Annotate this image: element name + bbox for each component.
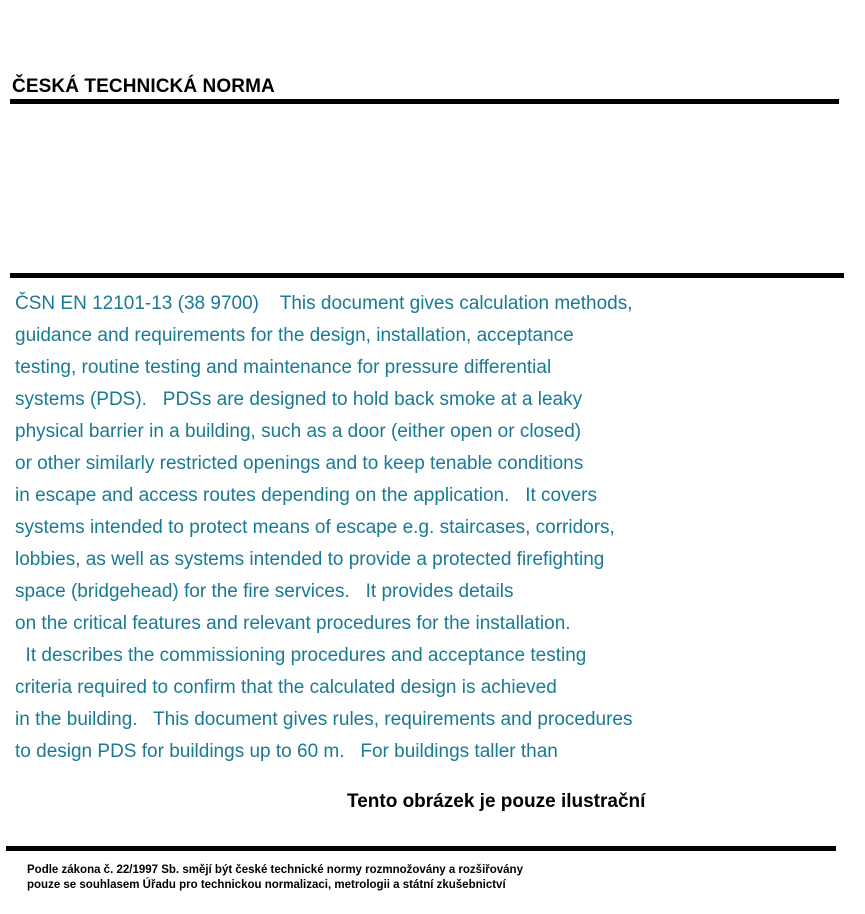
header-divider bbox=[10, 99, 839, 104]
abstract-line: or other similarly restricted openings and to keep tenable conditions bbox=[15, 453, 584, 474]
abstract-line: systems intended to protect means of escape e.g. staircases, corridors, bbox=[15, 517, 615, 538]
abstract-line: testing, routine testing and maintenance for pressure differential bbox=[15, 357, 552, 378]
abstract-line: space (bridgehead) for the fire services. It provides details bbox=[15, 581, 514, 602]
abstract-line: in escape and access routes depending on the application. It covers bbox=[15, 485, 597, 506]
abstract-line: lobbies, as well as systems intended to provide a protected firefighting bbox=[15, 549, 605, 570]
legal-notice bbox=[27, 863, 523, 893]
abstract-line: on the critical features and relevant procedures for the installation. bbox=[15, 613, 571, 634]
legal-line: pouze se souhlasem Úřadu pro technickou normalizaci, metrologii a státní zkušebnictví bbox=[27, 879, 506, 891]
abstract-divider bbox=[10, 273, 844, 278]
abstract-line: systems (PDS). PDSs are designed to hold back smoke at a leaky bbox=[15, 389, 583, 410]
illustrative-notice: Tento obrázek je pouze ilustrační bbox=[347, 791, 646, 812]
abstract-line: ČSN EN 12101-13 (38 9700) This document gives calculation methods, bbox=[15, 293, 633, 314]
abstract-text bbox=[15, 288, 735, 768]
abstract-line: criteria required to confirm that the calculated design is achieved bbox=[15, 677, 557, 698]
document-header-title: ČESKÁ TECHNICKÁ NORMA bbox=[12, 76, 275, 97]
abstract-line: guidance and requirements for the design, installation, acceptance bbox=[15, 325, 574, 346]
legal-line: Podle zákona č. 22/1997 Sb. smějí být české technické normy rozmnožovány a rozšiřovány bbox=[27, 864, 523, 876]
abstract-line: in the building. This document gives rules, requirements and procedures bbox=[15, 709, 633, 730]
abstract-line: to design PDS for buildings up to 60 m. For buildings taller than bbox=[15, 741, 558, 762]
abstract-line: physical barrier in a building, such as a door (either open or closed) bbox=[15, 421, 582, 442]
footer-divider bbox=[6, 846, 836, 851]
abstract-line: It describes the commissioning procedures and acceptance testing bbox=[15, 645, 587, 666]
